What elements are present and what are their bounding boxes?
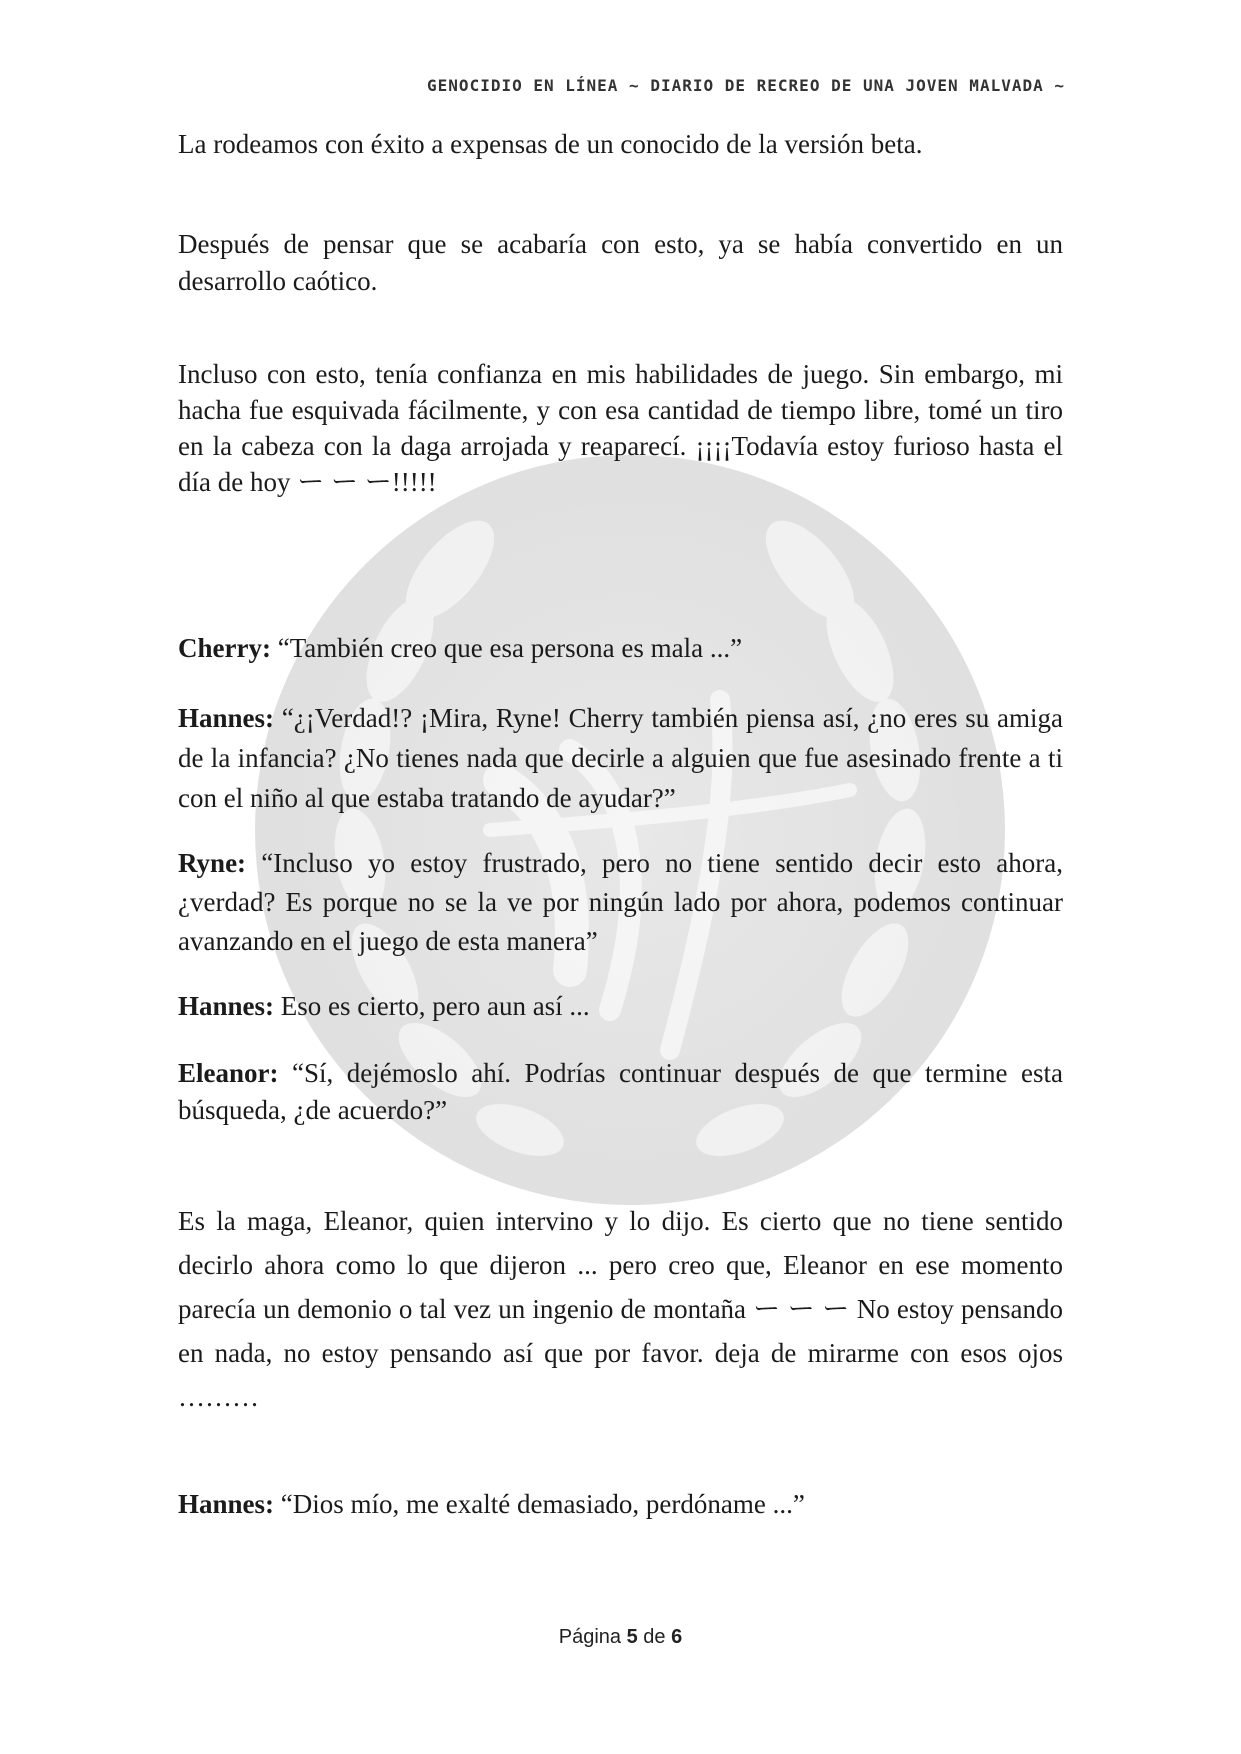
dialogue-line (178, 988, 1063, 1025)
paragraph-2: Después de pensar que se acabaría con esto, ya se había convertido en un desarrollo caótico. (178, 229, 1063, 296)
paragraph-3: Incluso con esto, tenía confianza en mis habilidades de juego. Sin embargo, mi hacha fue esquivada fácilmente, y con esa cantidad de tiempo libre, tomé un tiro en la cabeza con la daga arrojada y reaparecí. ¡¡¡¡Todavía estoy furioso hasta el día de hoy ー ー ー!!!!! (178, 359, 1063, 497)
dialogue-text: “También creo que esa persona es mala ...” (270, 633, 743, 663)
dialogue-line (178, 1486, 1063, 1523)
dialogue-line (178, 698, 1063, 818)
current-page: 5 (626, 1626, 638, 1648)
dialogue-text: “Incluso yo estoy frustrado, pero no tiene sentido decir esto ahora, ¿verdad? Es porque no se la ve por ningún lado por ahora, podemos continuar avanzando en el juego de esta manera” (178, 848, 1063, 956)
page-of-label: de (643, 1626, 666, 1648)
page-label: Página (558, 1626, 622, 1648)
dialogue-text: “Dios mío, me exalté demasiado, perdóname ...” (274, 1489, 805, 1519)
dialogue-line (178, 1055, 1063, 1129)
speaker-name: Hannes: (178, 703, 275, 733)
paragraph-4: Es la maga, Eleanor, quien intervino y lo dijo. Es cierto que no tiene sentido decirlo ahora como lo que dijeron ... pero creo que, Eleanor en ese momento parecía un demonio o tal vez un ingenio de montaña ー ー ー No estoy pensando en nada, no estoy pensando así que por favor. deja de mirarme con esos ojos ……… (178, 1206, 1063, 1412)
paragraph-1: La rodeamos con éxito a expensas de un conocido de la versión beta. (178, 129, 923, 159)
dialogue-line (178, 844, 1063, 961)
running-header: GENOCIDIO EN LÍNEA ~ DIARIO DE RECREO DE UNA JOVEN MALVADA ~ (427, 76, 1065, 95)
dialogue-line (178, 630, 1063, 667)
total-pages: 6 (671, 1626, 683, 1648)
speaker-name: Cherry: (178, 633, 271, 663)
dialogue-text: “Sí, dejémoslo ahí. Podrías continuar después de que termine esta búsqueda, ¿de acuerdo?” (178, 1058, 1063, 1125)
speaker-name: Hannes: (178, 1489, 275, 1519)
speaker-name: Ryne: (178, 848, 247, 878)
dialogue-text: Eso es cierto, pero aun así ... (274, 991, 590, 1021)
page-number (0, 1626, 1241, 1649)
speaker-name: Hannes: (178, 991, 275, 1021)
speaker-name: Eleanor: (178, 1058, 279, 1088)
dialogue-text: “¿¡Verdad!? ¡Mira, Ryne! Cherry también piensa así, ¿no eres su amiga de la infancia? ¿No tienes nada que decirle a alguien que fue asesinado frente a ti con el niño al que estaba tratando de ayudar?” (178, 703, 1063, 813)
